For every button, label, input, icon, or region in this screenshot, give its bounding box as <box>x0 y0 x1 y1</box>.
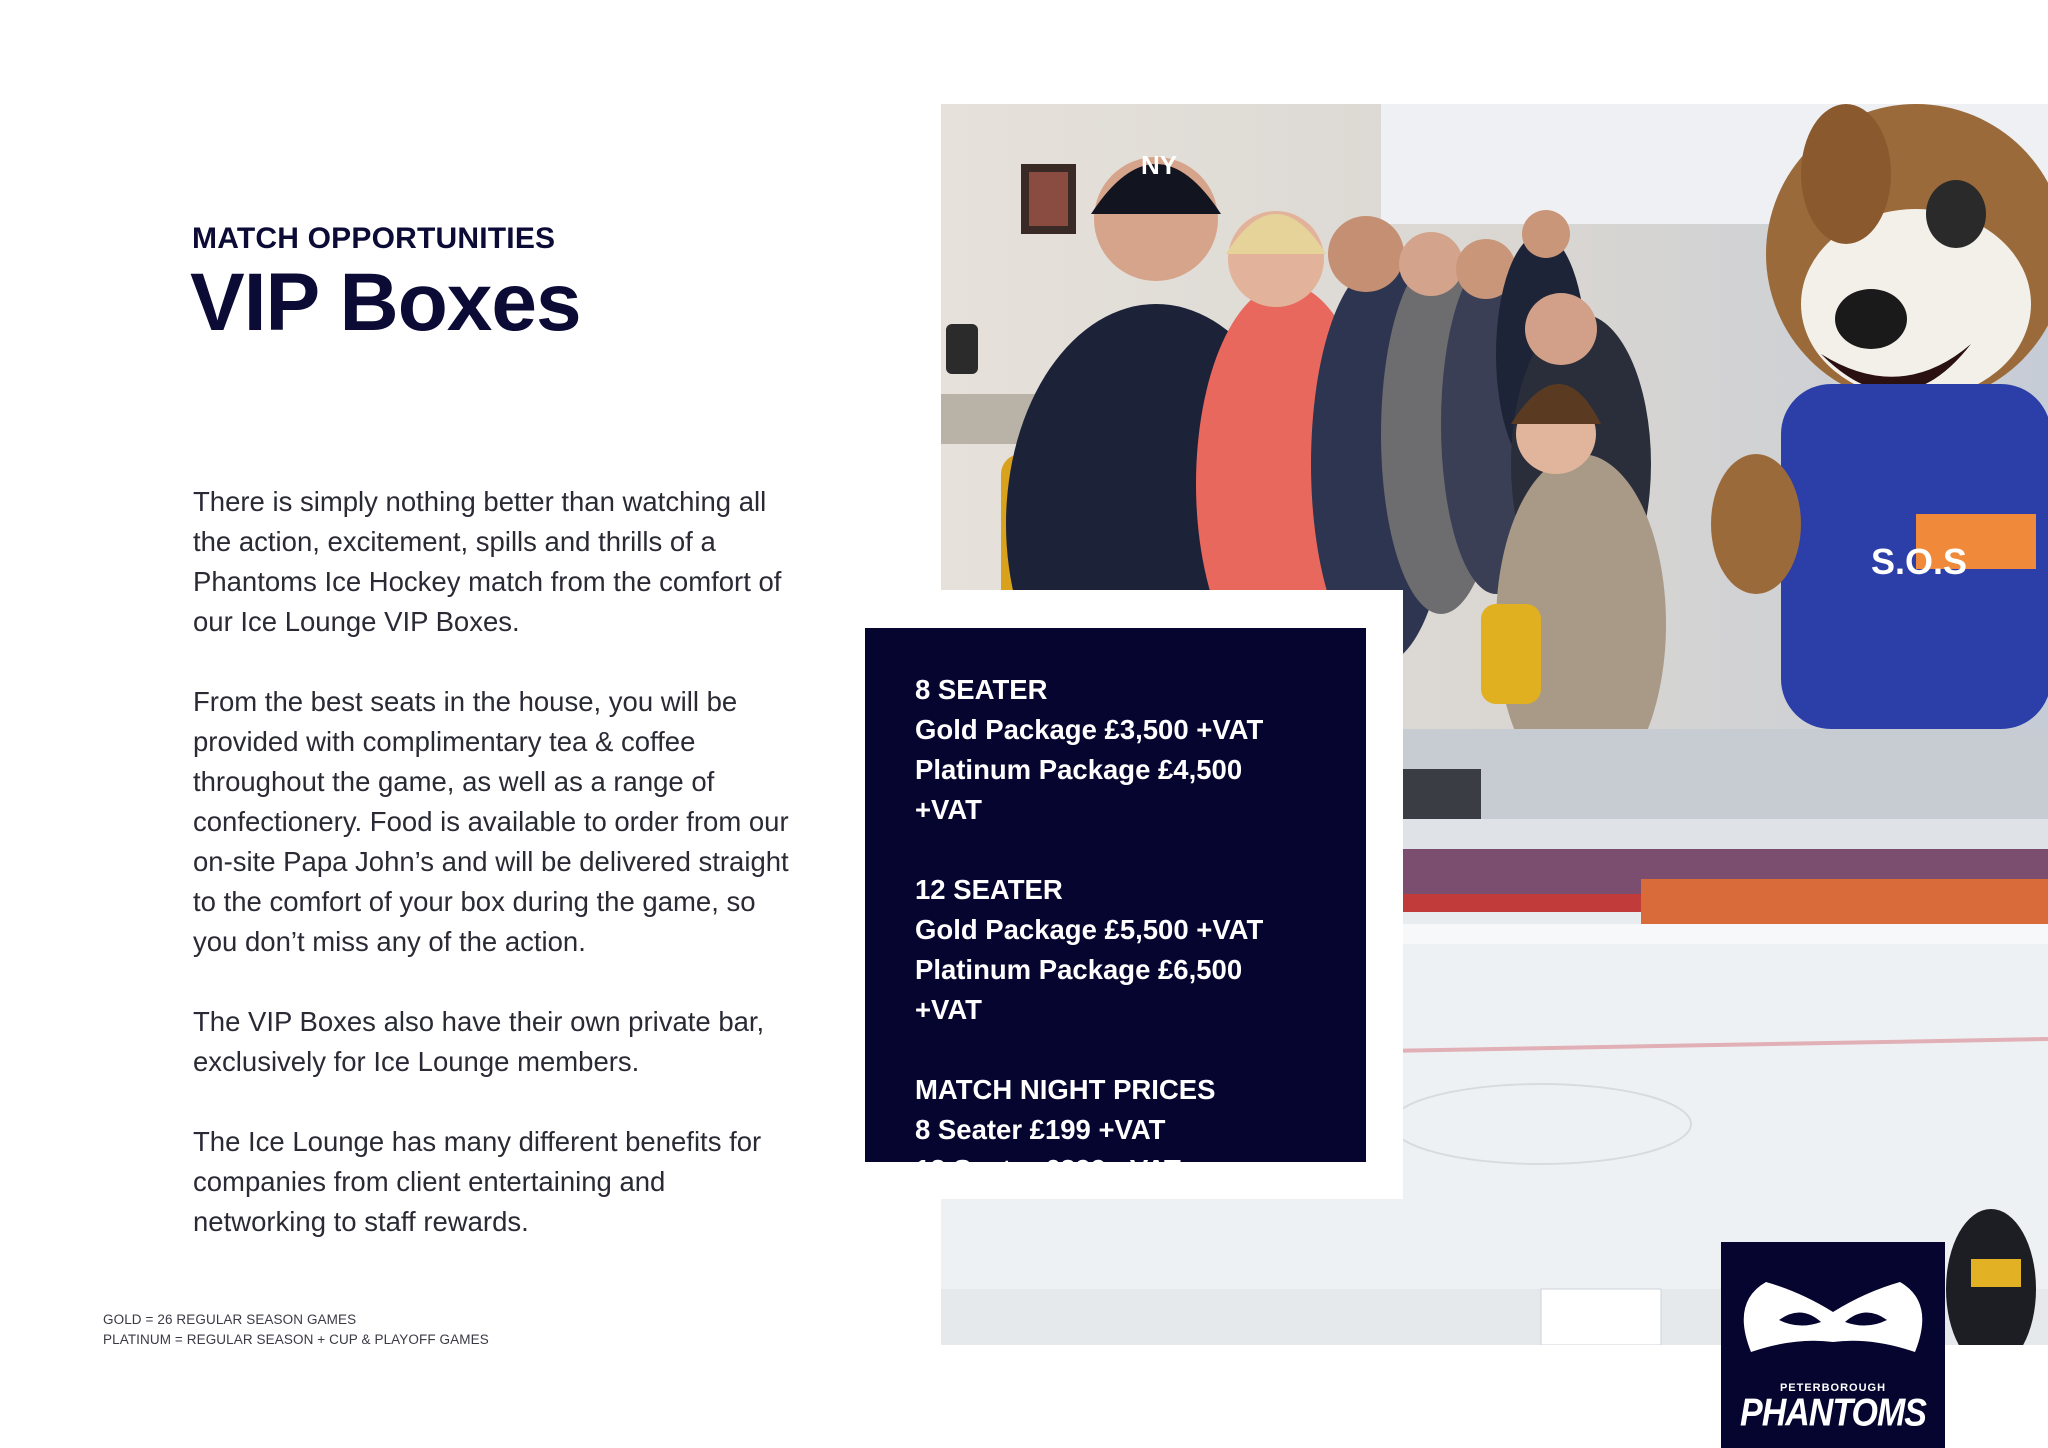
svg-text:NY: NY <box>1141 150 1178 180</box>
body-copy <box>193 482 793 1282</box>
body-paragraph: The Ice Lounge has many different benefits for companies from client entertaining and networking to staff rewards. <box>193 1126 762 1237</box>
pricing-line: 8 Seater £199 +VAT <box>915 1114 1166 1145</box>
pricing-line: Platinum Package £6,500 +VAT <box>915 954 1243 1025</box>
pricing-line: Gold Package £5,500 +VAT <box>915 914 1264 945</box>
pricing-line: 12 Seater £299 +VAT <box>915 1154 1181 1185</box>
pricing-heading: 12 SEATER <box>915 874 1063 905</box>
pricing-group-match-night <box>915 1070 1316 1190</box>
logo-main-text: PHANTOMS <box>1740 1391 1926 1435</box>
pricing-group-12-seater <box>915 870 1316 1030</box>
pricing-heading: MATCH NIGHT PRICES <box>915 1074 1216 1105</box>
footnote-gold: GOLD = 26 REGULAR SEASON GAMES <box>103 1312 357 1327</box>
page-title: VIP Boxes <box>190 257 581 348</box>
body-paragraph: The VIP Boxes also have their own private bar, exclusively for Ice Lounge members. <box>193 1006 765 1077</box>
svg-text:S.O.S: S.O.S <box>1871 541 1968 582</box>
body-paragraph: From the best seats in the house, you will be provided with complimentary tea & coffee throughout the game, as well as a range of confectionery. Food is available to order from our on-site Papa John’s and will be delivered straight to the comfort of your box during the game, so you don’t miss any of the action. <box>193 686 789 957</box>
section-eyebrow: MATCH OPPORTUNITIES <box>192 222 556 255</box>
pricing-heading: 8 SEATER <box>915 674 1048 705</box>
logo-top-text: PETERBOROUGH <box>1779 1382 1887 1394</box>
pricing-line: Platinum Package £4,500 +VAT <box>915 754 1243 825</box>
pricing-group-8-seater <box>915 670 1316 830</box>
footnote-platinum: PLATINUM = REGULAR SEASON + CUP & PLAYOFF GAMES <box>103 1332 489 1347</box>
mask-icon <box>1721 1242 1945 1382</box>
phantoms-logo <box>1721 1242 1945 1448</box>
pricing-line: Gold Package £3,500 +VAT <box>915 714 1264 745</box>
pricing-panel <box>865 628 1366 1185</box>
body-paragraph: There is simply nothing better than watching all the action, excitement, spills and thrills of a Phantoms Ice Hockey match from the comfort of our Ice Lounge VIP Boxes. <box>193 486 782 637</box>
footnotes <box>103 1310 489 1350</box>
